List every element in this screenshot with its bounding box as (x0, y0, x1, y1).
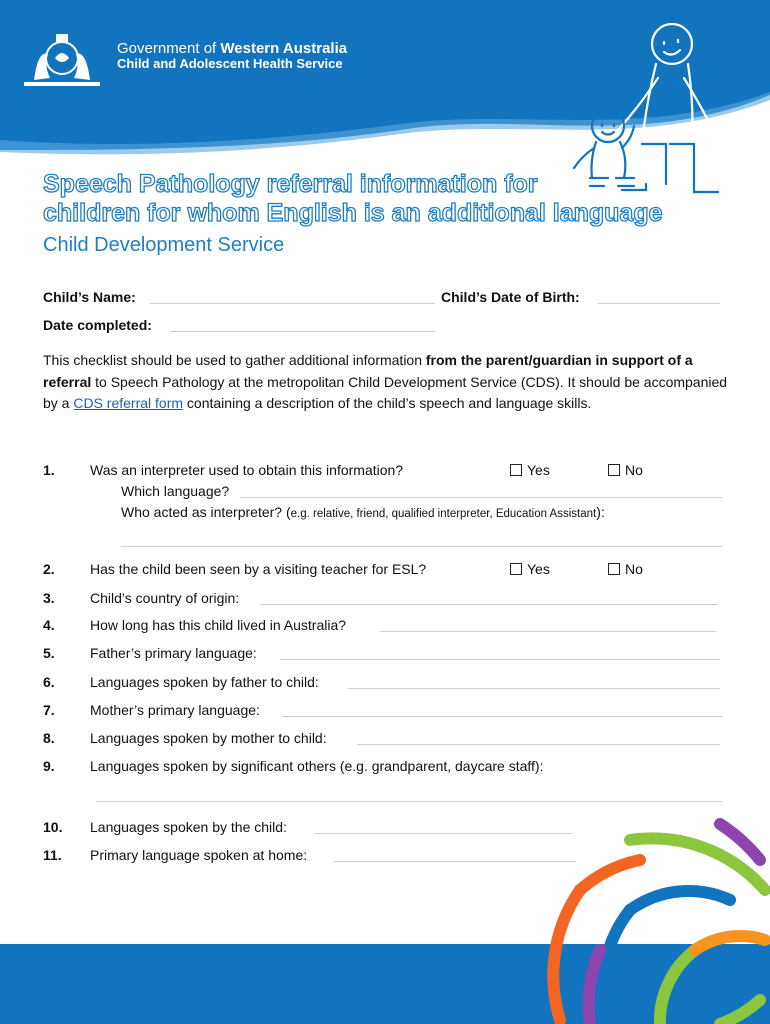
q9-text: Languages spoken by significant others (e.g. grandparent, daycare staff): (90, 758, 544, 774)
child-name-field[interactable] (150, 303, 435, 304)
intro-text-1: This checklist should be used to gather additional information (43, 352, 426, 368)
child-dob-label: Child’s Date of Birth: (441, 289, 580, 305)
date-completed-field[interactable] (170, 331, 435, 332)
q5-number: 5. (43, 645, 55, 661)
q11-number: 11. (43, 847, 62, 863)
q4-field[interactable] (380, 631, 716, 632)
service-name: Child and Adolescent Health Service (117, 56, 343, 72)
q1-text: Was an interpreter used to obtain this information? (90, 462, 404, 478)
gov-state: Western Australia (220, 40, 348, 57)
q2-yes-checkbox[interactable] (510, 561, 550, 577)
child-name-label: Child’s Name: (43, 289, 136, 305)
q3-number: 3. (43, 590, 55, 606)
document-subtitle: Child Development Service (43, 234, 285, 256)
q1-interpreter-end: ): (596, 504, 605, 520)
intro-paragraph (43, 350, 733, 415)
q1-interpreter-field[interactable] (121, 546, 722, 547)
checkbox-icon (510, 464, 522, 476)
q1-yes-checkbox[interactable] (510, 462, 550, 478)
q10-number: 10. (43, 819, 63, 835)
checkbox-icon (608, 563, 620, 575)
q9-number: 9. (43, 758, 55, 774)
q10-text: Languages spoken by the child: (90, 819, 287, 835)
q1-interpreter-label (121, 504, 605, 520)
q1-no-label: No (625, 462, 643, 478)
q1-interpreter-examples: e.g. relative, friend, qualified interpreter, Education Assistant (290, 508, 597, 520)
q6-number: 6. (43, 674, 55, 690)
q1-interpreter-text: Who acted as interpreter? ( (121, 504, 291, 520)
q6-text: Languages spoken by father to child: (90, 674, 319, 690)
q8-field[interactable] (357, 744, 720, 745)
intro-text-bold: from the parent/guardian in support of a referral (43, 352, 693, 390)
government-branding (117, 40, 347, 72)
q7-text: Mother’s primary language: (90, 702, 260, 718)
wa-crest-logo (22, 30, 102, 92)
document-title (43, 170, 663, 228)
child-dob-field[interactable] (598, 303, 720, 304)
q3-field[interactable] (260, 604, 718, 605)
q1-no-checkbox[interactable] (608, 462, 643, 478)
cds-referral-form-link[interactable]: CDS referral form (73, 395, 184, 411)
checkbox-icon (608, 464, 620, 476)
q5-text: Father’s primary language: (90, 645, 257, 661)
q4-text: How long has this child lived in Australia? (90, 617, 347, 633)
q7-number: 7. (43, 702, 55, 718)
checkbox-icon (510, 563, 522, 575)
intro-text-3: containing a description of the child’s speech and language skills. (183, 395, 592, 411)
gov-prefix: Government of (117, 40, 217, 57)
decorative-rings (520, 800, 770, 1024)
q7-field[interactable] (282, 716, 722, 717)
q1-number: 1. (43, 462, 55, 478)
q2-number: 2. (43, 561, 55, 577)
q11-text: Primary language spoken at home: (90, 847, 308, 863)
q2-yes-label: Yes (527, 561, 550, 577)
q2-no-checkbox[interactable] (608, 561, 643, 577)
intro-text-2: to Speech Pathology at the metropolitan Child Development Service (CDS). It should be accompanied by a (43, 373, 728, 411)
q4-number: 4. (43, 617, 55, 633)
q8-number: 8. (43, 730, 55, 746)
q1-which-language-label: Which language? (121, 483, 230, 499)
title-line-1: Speech Pathology referral information for (43, 170, 538, 198)
q5-field[interactable] (280, 659, 720, 660)
q6-field[interactable] (348, 688, 720, 689)
q8-text: Languages spoken by mother to child: (90, 730, 327, 746)
date-completed-label: Date completed: (43, 317, 152, 333)
title-line-2: children for whom English is an additional language (43, 199, 663, 227)
q2-no-label: No (625, 561, 643, 577)
q1-yes-label: Yes (527, 462, 550, 478)
q1-which-language-field[interactable] (240, 497, 722, 498)
q2-text: Has the child been seen by a visiting teacher for ESL? (90, 561, 427, 577)
q3-text: Child’s country of origin: (90, 590, 240, 606)
